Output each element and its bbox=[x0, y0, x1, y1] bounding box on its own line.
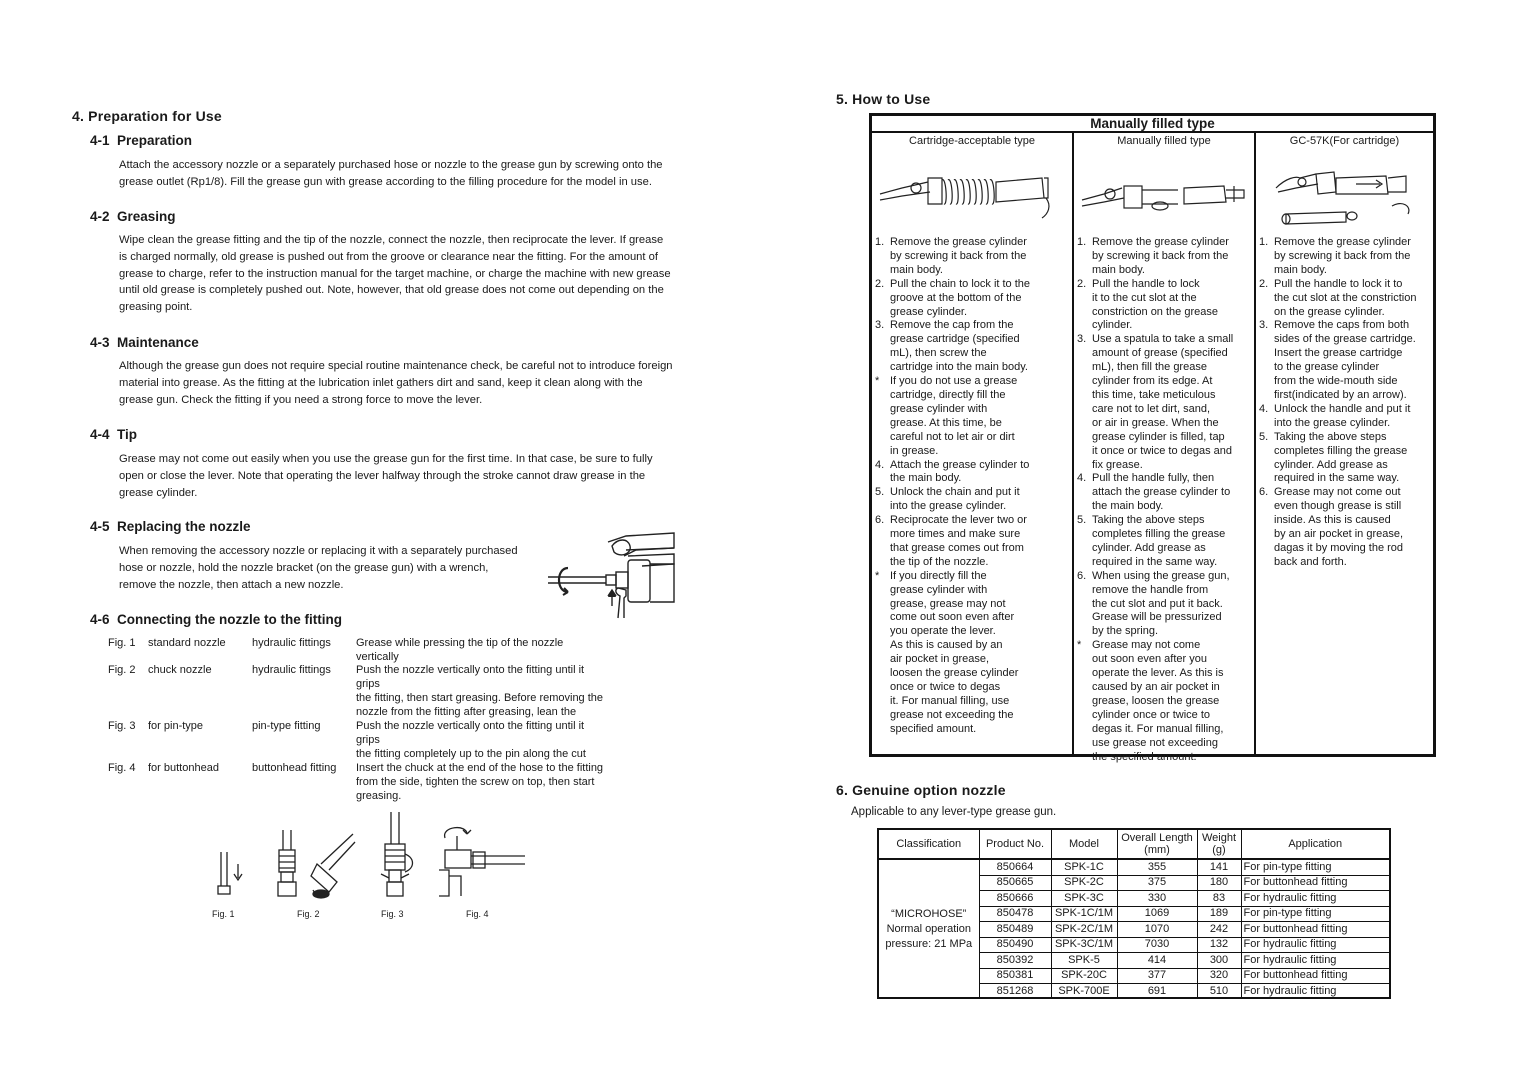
step-line: inside. As this is caused bbox=[1274, 514, 1391, 527]
table-row bbox=[879, 859, 1389, 875]
step-item bbox=[872, 236, 1072, 278]
step-line: degas it. For manual filling, bbox=[1092, 722, 1224, 735]
weight-cell: 242 bbox=[1197, 922, 1241, 938]
heading-num: 4-3 bbox=[90, 335, 110, 350]
step-number: 5. bbox=[1077, 514, 1087, 527]
heading-text: Maintenance bbox=[117, 335, 199, 350]
step-line: the tip of the nozzle. bbox=[890, 555, 989, 568]
step-line: back and forth. bbox=[1274, 555, 1347, 568]
fig-desc bbox=[356, 663, 603, 719]
heading-4-4 bbox=[90, 427, 137, 442]
step-line: Remove the cap from the bbox=[890, 319, 1014, 332]
step-item bbox=[1256, 278, 1433, 320]
nozzle-figures-illustration bbox=[205, 808, 535, 908]
grease-gun-cartridge-icon bbox=[872, 148, 1072, 236]
step-line: once or twice to degas bbox=[890, 681, 1001, 693]
step-item bbox=[1256, 431, 1433, 487]
fig-label-3: Fig. 3 bbox=[381, 909, 404, 919]
text-line: hose or nozzle, hold the nozzle bracket (on the grease gun) with a wrench, bbox=[119, 561, 489, 574]
step-line: main body. bbox=[1274, 263, 1327, 276]
step-number: 1. bbox=[1077, 236, 1087, 248]
step-line: careful not to let air or dirt bbox=[890, 430, 1015, 443]
step-line: grease not exceeding the bbox=[890, 708, 1014, 721]
step-number: * bbox=[875, 569, 880, 582]
paragraph-4-1 bbox=[119, 157, 663, 191]
step-item bbox=[1256, 486, 1433, 569]
header-weight: Weight (g) bbox=[1197, 830, 1241, 859]
step-line: attach the grease cylinder to bbox=[1092, 486, 1231, 499]
step-line: Pull the chain to lock it to the bbox=[890, 277, 1031, 290]
header-overall-length: Overall Length (mm) bbox=[1117, 830, 1197, 859]
step-line: When using the grease gun, bbox=[1092, 569, 1230, 582]
product-no-cell: 850381 bbox=[979, 968, 1051, 984]
length-cell: 414 bbox=[1117, 953, 1197, 969]
step-line: Grease may not come bbox=[1092, 639, 1201, 652]
step-line: grease cylinder with bbox=[890, 402, 988, 415]
text-line: is charged normally, old grease is pushed out from the groove or clearance near the fitting. For the amount of bbox=[119, 250, 658, 263]
step-number: 4. bbox=[1259, 402, 1269, 415]
header-classification: Classification bbox=[896, 838, 962, 850]
fitting-type: buttonhead fitting bbox=[252, 762, 337, 774]
application-cell: For hydraulic fitting bbox=[1241, 891, 1389, 907]
classification-cell bbox=[879, 859, 979, 999]
text-line: Grease may not come out easily when you use the grease gun for the first time. In that case, be sure to fully bbox=[119, 453, 653, 465]
step-line: by screwing it back from the bbox=[1274, 249, 1411, 262]
heading-text: Greasing bbox=[117, 209, 176, 224]
step-line: completes filling the grease bbox=[1092, 528, 1226, 541]
fig-desc bbox=[356, 636, 563, 664]
step-line: the main body. bbox=[1092, 500, 1164, 513]
step-line: even though grease is still bbox=[1274, 500, 1402, 513]
step-number: 6. bbox=[875, 514, 885, 527]
fig-ref: Fig. 2 bbox=[108, 664, 136, 676]
step-line: Pull the handle to lock it to bbox=[1274, 277, 1403, 290]
step-line: main body. bbox=[1092, 263, 1145, 276]
desc-line: Insert the chuck at the end of the hose to the fitting bbox=[356, 762, 604, 774]
step-line: Pull the handle fully, then bbox=[1092, 472, 1215, 485]
step-line: first(indicated by an arrow). bbox=[1274, 388, 1407, 401]
step-line: groove at the bottom of the bbox=[890, 291, 1022, 304]
step-number: 4. bbox=[1077, 472, 1087, 485]
step-number: 5. bbox=[1259, 430, 1269, 443]
how-to-use-table bbox=[869, 113, 1436, 763]
desc-line: grips bbox=[356, 734, 380, 746]
classification-line: pressure: 21 MPa bbox=[885, 937, 973, 950]
step-item bbox=[1256, 319, 1433, 402]
column-heading: Cartridge-acceptable type bbox=[909, 135, 1035, 147]
step-line: caused by an air pocket in bbox=[1092, 681, 1220, 693]
step-line: cylinder. Add grease as bbox=[1092, 541, 1206, 554]
steps-list-manual bbox=[1074, 236, 1254, 764]
model-cell: SPK-1C bbox=[1051, 859, 1117, 875]
step-line: the main body. bbox=[890, 472, 962, 485]
step-line: Remove the caps from both bbox=[1274, 319, 1410, 332]
desc-line: greasing. bbox=[356, 790, 402, 802]
length-cell: 355 bbox=[1117, 859, 1197, 875]
text-line: open or close the lever. Note that operating the lever halfway through the stroke cannot draw grease in the bbox=[119, 469, 646, 482]
desc-line: nozzle from the fitting after greasing, lean the bbox=[356, 706, 577, 718]
option-table bbox=[879, 830, 1389, 999]
column-heading: Manually filled type bbox=[1117, 135, 1211, 147]
step-item bbox=[1256, 236, 1433, 278]
step-line: it once or twice to degas and bbox=[1092, 444, 1233, 457]
section-title-option-nozzle: 6. Genuine option nozzle bbox=[836, 782, 1006, 798]
step-item bbox=[1074, 472, 1254, 514]
nozzle-type: for pin-type bbox=[148, 720, 204, 732]
step-item bbox=[1074, 278, 1254, 334]
fig-ref: Fig. 1 bbox=[108, 637, 136, 649]
step-line: cartridge, directly fill the bbox=[890, 388, 1006, 401]
desc-line: Push the nozzle vertically onto the fitting until it bbox=[356, 664, 585, 676]
grease-gun-gc57k-icon bbox=[1256, 148, 1434, 236]
heading-4-6 bbox=[90, 612, 342, 627]
weight-cell: 83 bbox=[1197, 891, 1241, 907]
step-line: into the grease cylinder. bbox=[890, 500, 1007, 513]
length-cell: 330 bbox=[1117, 891, 1197, 907]
option-subtitle: Applicable to any lever-type grease gun. bbox=[851, 806, 1057, 818]
step-line: operate the lever. As this is bbox=[1092, 667, 1224, 680]
model-cell: SPK-5 bbox=[1051, 953, 1117, 969]
step-line: Remove the grease cylinder bbox=[890, 236, 1027, 248]
step-line: constriction on the grease bbox=[1092, 305, 1218, 318]
column-heading: GC-57K(For cartridge) bbox=[1289, 135, 1400, 147]
product-no-cell: 850478 bbox=[979, 906, 1051, 922]
step-line: Unlock the handle and put it bbox=[1274, 402, 1411, 415]
model-cell: SPK-3C bbox=[1051, 891, 1117, 907]
option-table-body bbox=[879, 859, 1389, 999]
fig-label-2: Fig. 2 bbox=[297, 909, 320, 919]
model-cell: SPK-1C/1M bbox=[1051, 906, 1117, 922]
step-line: cylinder once or twice to bbox=[1092, 708, 1210, 721]
text-line: Wipe clean the grease fitting and the tip of the nozzle, connect the nozzle, then reciprocate the lever. If grease bbox=[119, 234, 664, 246]
step-line: the cut slot and put it back. bbox=[1092, 597, 1223, 610]
nozzle-type: for buttonhead bbox=[148, 762, 219, 774]
step-line: air pocket in grease, bbox=[890, 653, 990, 666]
step-line: cylinder from its edge. At bbox=[1092, 375, 1213, 388]
fitting-type: pin-type fitting bbox=[252, 720, 321, 732]
step-line: Grease may not come out bbox=[1274, 486, 1401, 499]
step-line: Use a spatula to take a small bbox=[1092, 333, 1234, 346]
length-cell: 7030 bbox=[1117, 937, 1197, 953]
step-line: come out soon even after bbox=[890, 611, 1015, 624]
heading-num: 4-2 bbox=[90, 209, 110, 224]
grease-gun-image-manual bbox=[1074, 148, 1254, 236]
step-line: Pull the handle to lock bbox=[1092, 277, 1200, 290]
step-line: from the wide-mouth side bbox=[1274, 375, 1398, 388]
step-line: out soon even after you bbox=[1092, 653, 1207, 666]
desc-line: the fitting, then start greasing. Before removing the bbox=[356, 692, 604, 704]
section-title-preparation: 4. Preparation for Use bbox=[72, 108, 222, 124]
text-line: greasing point. bbox=[119, 301, 193, 314]
step-line: specified amount. bbox=[890, 722, 977, 735]
step-line: Insert the grease cartridge bbox=[1274, 347, 1403, 360]
section-title-how-to-use: 5. How to Use bbox=[836, 91, 931, 107]
classification-line: Normal operation bbox=[886, 922, 971, 935]
fig-ref: Fig. 4 bbox=[108, 762, 136, 774]
step-line: cylinder. bbox=[1092, 319, 1133, 332]
text-line: material into grease. As the fitting at the lubrication inlet gathers dirt and sand, keep it clean along with the bbox=[119, 376, 643, 389]
step-item bbox=[872, 278, 1072, 320]
desc-line: vertically bbox=[356, 651, 399, 663]
step-line: cylinder. Add grease as bbox=[1274, 458, 1388, 471]
step-line: by screwing it back from the bbox=[890, 249, 1027, 262]
application-cell: For hydraulic fitting bbox=[1241, 984, 1389, 999]
heading-4-3 bbox=[90, 335, 199, 350]
length-cell: 1070 bbox=[1117, 922, 1197, 938]
classification-line: “MICROHOSE” bbox=[891, 907, 967, 920]
text-line: grease cylinder. bbox=[119, 486, 198, 499]
step-line: more times and make sure bbox=[890, 528, 1021, 541]
application-cell: For buttonhead fitting bbox=[1241, 875, 1389, 891]
step-line: Attach the grease cylinder to bbox=[890, 458, 1030, 471]
model-cell: SPK-700E bbox=[1051, 984, 1117, 999]
fig-desc bbox=[356, 761, 603, 803]
step-line: dagas it by moving the rod bbox=[1274, 541, 1404, 554]
step-line: you operate the lever. bbox=[890, 625, 996, 638]
heading-text: Connecting the nozzle to the fitting bbox=[117, 612, 343, 627]
heading-text: Replacing the nozzle bbox=[117, 519, 251, 534]
step-line: on the grease cylinder. bbox=[1274, 305, 1385, 318]
grease-gun-image-cartridge bbox=[872, 148, 1072, 236]
step-number: 3. bbox=[1077, 333, 1087, 346]
step-number: 6. bbox=[1259, 486, 1269, 499]
step-line: cartridge into the main body. bbox=[890, 361, 1028, 374]
table-header-row bbox=[879, 830, 1389, 859]
step-line: grease cylinder with bbox=[890, 583, 988, 596]
step-line: Taking the above steps bbox=[1274, 430, 1387, 443]
heading-num: 4-1 bbox=[90, 133, 110, 148]
desc-line: grips bbox=[356, 678, 380, 690]
heading-4-1 bbox=[90, 133, 192, 148]
desc-line: the fitting completely up to the pin along the cut bbox=[356, 748, 586, 760]
nozzle-type: chuck nozzle bbox=[148, 664, 212, 676]
howto-column-manual bbox=[1072, 133, 1254, 763]
heading-text: Preparation bbox=[117, 133, 193, 148]
text-line: remove the nozzle, then attach a new nozzle. bbox=[119, 578, 344, 591]
text-line: Although the grease gun does not require special routine maintenance check, be careful not to introduce foreign bbox=[119, 360, 673, 372]
step-line: loosen the grease cylinder bbox=[890, 667, 1019, 680]
length-cell: 375 bbox=[1117, 875, 1197, 891]
step-line: main body. bbox=[890, 263, 943, 276]
step-number: * bbox=[875, 375, 880, 388]
product-no-cell: 850664 bbox=[979, 859, 1051, 875]
steps-list-gc57k bbox=[1256, 236, 1433, 570]
text-line: When removing the accessory nozzle or replacing it with a separately purchased bbox=[119, 545, 518, 557]
application-cell: For pin-type fitting bbox=[1241, 859, 1389, 875]
step-line: the cut slot at the constriction bbox=[1274, 291, 1417, 304]
nozzle-wrench-illustration bbox=[546, 530, 676, 622]
option-nozzle-table bbox=[877, 828, 1391, 999]
fig-desc bbox=[356, 719, 586, 761]
step-line: fix grease. bbox=[1092, 458, 1143, 471]
step-number: 2. bbox=[1077, 277, 1087, 290]
heading-text: Tip bbox=[117, 427, 138, 442]
step-number: * bbox=[1077, 639, 1082, 652]
step-line: sides of the grease cartridge. bbox=[1274, 333, 1416, 346]
step-line: care not to let dirt, sand, bbox=[1092, 402, 1211, 415]
heading-num: 4-4 bbox=[90, 427, 110, 442]
step-number: 1. bbox=[1259, 236, 1269, 248]
weight-cell: 141 bbox=[1197, 859, 1241, 875]
step-line: required in the same way. bbox=[1092, 555, 1218, 568]
text-line: grease outlet (Rp1/8). Fill the grease gun with grease according to the filling procedure for the model in use. bbox=[119, 175, 652, 188]
step-line: Remove the grease cylinder bbox=[1092, 236, 1229, 248]
step-number: 5. bbox=[875, 486, 885, 499]
desc-line: Push the nozzle vertically onto the fitting until it bbox=[356, 720, 585, 732]
product-no-cell: 850490 bbox=[979, 937, 1051, 953]
step-item bbox=[872, 514, 1072, 570]
weight-cell: 180 bbox=[1197, 875, 1241, 891]
product-no-cell: 851268 bbox=[979, 984, 1051, 999]
weight-cell: 300 bbox=[1197, 953, 1241, 969]
text-line: until old grease is completely pushed out. Note, however, that old grease does not come out depending on the bbox=[119, 284, 664, 297]
step-line: Taking the above steps bbox=[1092, 514, 1205, 527]
step-line: required in the same way. bbox=[1274, 472, 1400, 485]
heading-num: 4-6 bbox=[90, 612, 110, 627]
paragraph-4-5 bbox=[119, 543, 518, 593]
header-product-no: Product No. bbox=[979, 830, 1051, 859]
header-application: Application bbox=[1241, 830, 1389, 859]
step-line: Grease will be pressurized bbox=[1092, 611, 1222, 624]
paragraph-4-4 bbox=[119, 451, 653, 501]
step-item bbox=[872, 375, 1072, 458]
step-line: If you directly fill the bbox=[890, 569, 987, 582]
length-cell: 1069 bbox=[1117, 906, 1197, 922]
step-number: 3. bbox=[1259, 319, 1269, 332]
application-cell: For buttonhead fitting bbox=[1241, 968, 1389, 984]
step-line: completes filling the grease bbox=[1274, 444, 1408, 457]
step-line: grease, grease may not bbox=[890, 597, 1006, 610]
step-line: Remove the grease cylinder bbox=[1274, 236, 1411, 248]
step-line: it. For manual filling, use bbox=[890, 694, 1010, 707]
step-number: 4. bbox=[875, 458, 885, 471]
application-cell: For hydraulic fitting bbox=[1241, 937, 1389, 953]
step-item bbox=[872, 459, 1072, 487]
weight-cell: 510 bbox=[1197, 984, 1241, 999]
step-line: If you do not use a grease bbox=[890, 375, 1018, 388]
text-line: grease to charge, refer to the instruction manual for the target machine, or charge the machine with new grease bbox=[119, 267, 671, 280]
step-line: by an air pocket in grease, bbox=[1274, 528, 1404, 541]
application-cell: For pin-type fitting bbox=[1241, 906, 1389, 922]
fitting-type: hydraulic fittings bbox=[252, 637, 331, 649]
product-no-cell: 850666 bbox=[979, 891, 1051, 907]
step-line: amount of grease (specified bbox=[1092, 347, 1228, 360]
paragraph-4-2 bbox=[119, 232, 671, 316]
step-number: 6. bbox=[1077, 569, 1087, 582]
step-line: into the grease cylinder. bbox=[1274, 416, 1391, 429]
model-cell: SPK-3C/1M bbox=[1051, 937, 1117, 953]
step-line: in grease. bbox=[890, 444, 939, 457]
howto-column-gc57k bbox=[1254, 133, 1433, 754]
step-number: 3. bbox=[875, 319, 885, 332]
step-item bbox=[1074, 236, 1254, 278]
heading-num: 4-5 bbox=[90, 519, 110, 534]
length-cell: 377 bbox=[1117, 968, 1197, 984]
heading-4-5 bbox=[90, 519, 251, 534]
heading-4-2 bbox=[90, 209, 176, 224]
step-item bbox=[1074, 570, 1254, 640]
header-model: Model bbox=[1051, 830, 1117, 859]
product-no-cell: 850665 bbox=[979, 875, 1051, 891]
step-number: 2. bbox=[875, 277, 885, 290]
desc-line: from the side, tighten the screw on top, then start bbox=[356, 776, 595, 788]
fitting-type: hydraulic fittings bbox=[252, 664, 331, 676]
model-cell: SPK-20C bbox=[1051, 968, 1117, 984]
product-no-cell: 850489 bbox=[979, 922, 1051, 938]
weight-cell: 132 bbox=[1197, 937, 1241, 953]
weight-cell: 320 bbox=[1197, 968, 1241, 984]
step-line: mL), then fill the grease bbox=[1092, 361, 1207, 374]
step-item bbox=[872, 570, 1072, 737]
text-line: grease gun. Check the fitting if you need a strong force to move the lever. bbox=[119, 393, 483, 406]
step-line: grease cylinder. bbox=[890, 305, 968, 318]
step-line: or air in grease. When the bbox=[1092, 416, 1219, 429]
step-line: the specified amount. bbox=[1092, 750, 1197, 763]
text-line: Attach the accessory nozzle or a separately purchased hose or nozzle to the grease gun by screwing onto the bbox=[119, 159, 663, 171]
step-line: mL), then screw the bbox=[890, 347, 987, 360]
grease-gun-manual-icon bbox=[1074, 148, 1254, 236]
step-line: Reciprocate the lever two or bbox=[890, 514, 1027, 527]
how-to-table-title: Manually filled type bbox=[872, 116, 1433, 133]
desc-line: Grease while pressing the tip of the nozzle bbox=[356, 637, 564, 649]
application-cell: For hydraulic fitting bbox=[1241, 953, 1389, 969]
step-line: this time, take meticulous bbox=[1092, 388, 1216, 401]
step-line: to the grease cylinder bbox=[1274, 361, 1380, 374]
fig-label-4: Fig. 4 bbox=[466, 909, 489, 919]
step-line: grease, loosen the grease bbox=[1092, 694, 1220, 707]
nozzle-type: standard nozzle bbox=[148, 637, 226, 649]
step-line: by screwing it back from the bbox=[1092, 249, 1229, 262]
step-line: remove the handle from bbox=[1092, 583, 1209, 596]
step-line: Unlock the chain and put it bbox=[890, 486, 1020, 499]
step-line: by the spring. bbox=[1092, 625, 1159, 638]
step-item bbox=[1074, 333, 1254, 472]
steps-list-cartridge bbox=[872, 236, 1072, 737]
step-number: 2. bbox=[1259, 277, 1269, 290]
fig-label-1: Fig. 1 bbox=[212, 909, 235, 919]
step-line: grease cylinder is filled, tap bbox=[1092, 430, 1225, 443]
step-line: grease. At this time, be bbox=[890, 416, 1002, 429]
model-cell: SPK-2C bbox=[1051, 875, 1117, 891]
step-item bbox=[1256, 403, 1433, 431]
step-item bbox=[1074, 514, 1254, 570]
step-line: As this is caused by an bbox=[890, 639, 1003, 652]
model-cell: SPK-2C/1M bbox=[1051, 922, 1117, 938]
step-item bbox=[1074, 639, 1254, 764]
step-item bbox=[872, 486, 1072, 514]
weight-cell: 189 bbox=[1197, 906, 1241, 922]
grease-gun-image-gc57k bbox=[1256, 148, 1433, 236]
step-item bbox=[872, 319, 1072, 375]
howto-column-cartridge bbox=[872, 133, 1072, 754]
paragraph-4-3 bbox=[119, 358, 673, 408]
step-line: that grease comes out from bbox=[890, 541, 1024, 554]
step-number: 1. bbox=[875, 236, 885, 248]
product-no-cell: 850392 bbox=[979, 953, 1051, 969]
length-cell: 691 bbox=[1117, 984, 1197, 999]
fig-ref: Fig. 3 bbox=[108, 720, 136, 732]
application-cell: For buttonhead fitting bbox=[1241, 922, 1389, 938]
step-line: grease cartridge (specified bbox=[890, 333, 1020, 346]
step-line: use grease not exceeding bbox=[1092, 736, 1218, 749]
step-line: it to the cut slot at the bbox=[1092, 291, 1197, 304]
